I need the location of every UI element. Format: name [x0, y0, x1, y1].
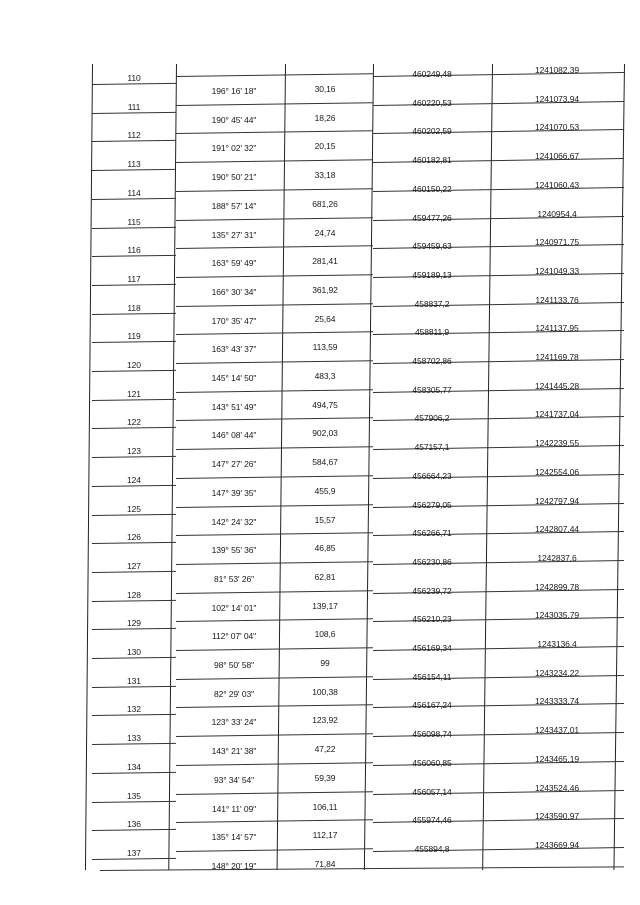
segment-length: 25,64	[314, 313, 336, 324]
coordinate-x: 456057,14	[412, 786, 452, 797]
point-number: 114	[127, 187, 141, 198]
point-number: 126	[127, 532, 141, 543]
row-rule-segment	[176, 676, 373, 680]
row-rule-segment	[176, 73, 373, 77]
row-rule-coord	[373, 761, 624, 766]
coordinate-y: 1241073,94	[535, 93, 579, 104]
coordinate-y: 1240971,75	[535, 237, 579, 248]
row-rule-segment	[176, 532, 373, 536]
coordinate-y: 1242837,6	[537, 552, 577, 563]
coordinate-y: 1241133,76	[535, 294, 579, 305]
coordinate-x: 460150,22	[412, 183, 452, 194]
col-rule-left	[85, 64, 93, 870]
segment-length: 902,03	[312, 428, 338, 439]
col-rule-2	[277, 64, 286, 870]
point-number: 131	[127, 675, 141, 686]
coordinate-x: 456154,11	[412, 671, 452, 682]
row-rule-segment	[176, 590, 373, 594]
coordinate-x: 460220,53	[412, 97, 452, 108]
row-rule-point	[92, 226, 176, 228]
row-rule-segment	[176, 504, 373, 508]
point-number: 118	[127, 302, 141, 313]
segment-length: 24,74	[314, 227, 336, 238]
row-rule-segment	[176, 159, 373, 163]
row-rule-segment	[176, 303, 373, 307]
row-rule-point	[92, 456, 176, 458]
direction-angle: 191° 02' 32"	[211, 143, 257, 154]
segment-length: 59,39	[314, 772, 336, 783]
segment-length: 455,9	[314, 485, 336, 496]
segment-length: 584,67	[312, 457, 338, 468]
row-rule-point	[92, 571, 176, 573]
row-rule-coord	[373, 388, 624, 393]
row-rule-segment	[176, 647, 373, 651]
row-rule-coord	[373, 101, 624, 106]
point-number: 117	[127, 273, 141, 284]
row-rule-point	[92, 370, 176, 372]
coordinate-x: 456266,71	[412, 528, 452, 539]
direction-angle: 123° 33' 24"	[211, 717, 257, 728]
coordinate-x: 456279,05	[412, 499, 452, 510]
point-number: 120	[127, 360, 141, 370]
col-rule-4	[482, 64, 493, 870]
row-rule-segment	[176, 217, 373, 221]
coordinate-x: 460182,81	[412, 155, 452, 166]
coordinate-x: 456210,23	[412, 614, 452, 625]
point-number: 128	[127, 589, 141, 600]
coordinate-y: 1241445,28	[535, 380, 579, 391]
row-rule-segment	[176, 475, 373, 479]
coordinate-x: 456060,85	[412, 757, 452, 768]
row-rule-segment	[176, 245, 373, 249]
direction-angle: 81° 53' 26"	[213, 573, 255, 584]
direction-angle: 139° 55' 36"	[211, 545, 257, 556]
coordinate-y: 1243234,22	[535, 667, 579, 678]
coordinate-x: 459459,63	[412, 241, 452, 252]
direction-angle: 190° 50' 21"	[211, 172, 257, 183]
row-rule-coord	[373, 129, 624, 134]
row-rule-coord	[373, 72, 624, 77]
segment-length: 108,6	[314, 629, 336, 640]
point-number: 132	[127, 704, 141, 715]
coordinate-x: 456230,86	[412, 556, 452, 567]
direction-angle: 147° 39' 35"	[211, 487, 257, 498]
row-rule-coord	[373, 187, 624, 192]
row-rule-coord	[373, 560, 624, 565]
segment-length: 681,26	[312, 198, 338, 209]
row-rule-coord	[373, 445, 624, 450]
coordinate-x: 455894,8	[414, 843, 450, 854]
segment-length: 123,92	[312, 715, 338, 726]
row-rule-point	[92, 772, 176, 774]
point-number: 115	[127, 216, 141, 227]
direction-angle: 82° 29' 03"	[213, 688, 255, 699]
point-number: 133	[127, 733, 141, 744]
coordinate-y: 1242807,44	[535, 524, 579, 535]
coordinate-y: 1243333,74	[535, 696, 579, 707]
coordinate-y: 1241737,04	[535, 409, 579, 420]
row-rule-point	[92, 686, 176, 688]
coordinate-x: 457157,1	[414, 442, 450, 453]
point-number: 113	[127, 159, 141, 170]
row-rule-point	[92, 112, 176, 114]
segment-length: 47,22	[314, 744, 336, 755]
point-number: 130	[127, 647, 141, 657]
row-rule-coord	[373, 646, 624, 651]
coordinate-y: 1243437,01	[535, 725, 579, 736]
row-rule-segment	[176, 848, 373, 852]
row-rule-coord	[373, 416, 624, 421]
point-number: 122	[127, 417, 141, 428]
row-rule-point	[92, 312, 176, 314]
direction-angle: 102° 14' 01"	[211, 602, 257, 613]
segment-length: 46,85	[314, 543, 336, 554]
point-number: 134	[127, 761, 141, 772]
point-number: 111	[127, 101, 141, 112]
direction-angle: 196° 16' 18"	[211, 86, 257, 96]
segment-length: 18,26	[314, 112, 336, 123]
row-rule-coord	[373, 474, 624, 479]
direction-angle: 190° 45' 44"	[211, 114, 257, 125]
segment-length: 106,11	[312, 801, 338, 812]
row-rule-segment	[176, 705, 373, 709]
segment-length: 62,81	[314, 571, 336, 582]
direction-angle: 166° 30' 34"	[211, 286, 257, 297]
direction-angle: 135° 27' 31"	[211, 229, 257, 240]
direction-angle: 141° 11' 09"	[211, 803, 257, 814]
row-rule-segment	[176, 418, 373, 422]
row-rule-point	[92, 714, 176, 716]
segment-length: 30,16	[314, 84, 336, 94]
segment-length: 281,41	[312, 256, 338, 267]
point-number: 110	[127, 73, 141, 83]
point-number: 137	[127, 847, 141, 858]
row-rule-point	[92, 599, 176, 601]
segment-length: 494,75	[312, 399, 338, 410]
direction-angle: 163° 59' 49"	[211, 258, 257, 269]
row-rule-point	[92, 743, 176, 745]
coordinate-y: 1240954,4	[537, 208, 577, 219]
segment-length: 112,17	[312, 830, 338, 841]
coordinate-y: 1241082,39	[535, 65, 579, 75]
row-rule-segment	[176, 332, 373, 336]
coordinate-x: 456239,72	[412, 585, 452, 596]
row-rule-point	[92, 284, 176, 286]
row-rule-segment	[176, 274, 373, 278]
row-rule-coord	[373, 503, 624, 508]
col-rule-right	[613, 64, 625, 870]
row-rule-coord	[373, 216, 624, 221]
coordinate-y: 1243524,46	[535, 782, 579, 793]
direction-angle: 93° 34' 54"	[213, 774, 255, 785]
coordinate-x: 456169,34	[412, 643, 452, 653]
point-number: 135	[127, 790, 141, 801]
point-number: 121	[127, 388, 141, 399]
point-number: 119	[127, 331, 141, 342]
coordinate-y: 1241169,78	[535, 352, 579, 362]
direction-angle: 146° 08' 44"	[211, 430, 257, 441]
segment-length: 71,84	[314, 858, 336, 869]
row-rule-segment	[176, 446, 373, 450]
coordinate-x: 458811,9	[414, 327, 450, 338]
row-rule-point	[92, 542, 176, 544]
segment-length: 15,57	[314, 514, 336, 525]
direction-angle: 163° 43' 37"	[211, 344, 257, 355]
segment-length: 361,92	[312, 284, 338, 295]
point-number: 124	[127, 474, 141, 485]
coordinate-y: 1242899,78	[535, 581, 579, 592]
col-rule-1	[168, 64, 177, 870]
row-rule-segment	[176, 188, 373, 192]
row-rule-segment	[176, 733, 373, 737]
row-rule-segment	[176, 791, 373, 795]
segment-length: 483,3	[314, 371, 336, 381]
direction-angle: 143° 51' 49"	[211, 401, 257, 412]
row-rule-segment	[176, 131, 373, 135]
row-rule-point	[92, 255, 176, 257]
row-rule-coord	[373, 273, 624, 278]
row-rule-point	[92, 169, 176, 171]
row-rule-coord	[373, 158, 624, 163]
point-number: 112	[127, 130, 141, 141]
row-rule-point	[92, 140, 176, 142]
row-rule-point	[92, 198, 176, 200]
row-rule-coord	[373, 818, 624, 823]
coordinate-x: 455974,46	[412, 815, 452, 826]
direction-angle: 170° 35' 47"	[211, 315, 257, 326]
col-rule-3	[364, 64, 374, 870]
row-rule-point	[92, 628, 176, 630]
row-rule-point	[92, 341, 176, 343]
coordinate-x: 458837,2	[414, 298, 450, 309]
row-rule-point	[92, 829, 176, 831]
coordinate-y: 1241060,43	[535, 179, 579, 190]
row-rule-point	[92, 513, 176, 515]
direction-angle: 148° 20' 19"	[211, 860, 257, 871]
row-rule-coord	[373, 359, 624, 364]
point-number: 125	[127, 503, 141, 514]
segment-length: 33,18	[314, 170, 336, 181]
row-rule-coord	[373, 617, 624, 622]
row-rule-coord	[373, 675, 624, 680]
row-rule-point	[92, 657, 176, 659]
row-rule-coord	[373, 531, 624, 536]
row-rule-point	[92, 399, 176, 401]
coordinate-y: 1243669,94	[535, 839, 579, 850]
row-rule-point	[92, 858, 176, 860]
segment-length: 100,38	[312, 686, 338, 697]
coordinate-y: 1242239,55	[535, 438, 579, 449]
coordinate-y: 1243035,79	[535, 610, 579, 621]
segment-length: 113,59	[312, 342, 338, 353]
coordinate-y: 1241066,67	[535, 151, 579, 162]
row-rule-segment	[176, 389, 373, 393]
coordinate-y: 1241137,95	[535, 323, 579, 334]
coordinate-x: 459189,13	[412, 269, 452, 280]
coordinate-x: 460249,48	[412, 69, 452, 79]
row-rule-segment	[176, 360, 373, 364]
point-number: 129	[127, 618, 141, 629]
row-rule-point	[92, 83, 176, 85]
row-rule-segment	[176, 762, 373, 766]
point-number: 116	[127, 245, 141, 256]
coordinate-y: 1241049,33	[535, 265, 579, 276]
point-number: 136	[127, 819, 141, 830]
row-rule-point	[92, 800, 176, 802]
row-rule-segment	[176, 561, 373, 565]
row-rule-segment	[176, 619, 373, 623]
row-rule-coord	[373, 330, 624, 335]
direction-angle: 135° 14' 57"	[211, 832, 257, 843]
direction-angle: 145° 14' 50"	[211, 373, 257, 383]
row-rule-point	[92, 485, 176, 487]
row-rule-coord	[373, 847, 624, 852]
coordinate-y: 1242554,06	[535, 466, 579, 477]
coordinate-y: 1243465,19	[535, 753, 579, 764]
row-rule-segment	[176, 819, 373, 823]
coordinate-x: 456664,23	[412, 470, 452, 481]
coordinate-x: 458702,86	[412, 356, 452, 366]
point-number: 127	[127, 560, 141, 571]
row-rule-coord	[373, 732, 624, 737]
row-rule-coord	[373, 790, 624, 795]
coordinate-x: 460202,59	[412, 126, 452, 137]
direction-angle: 142° 24' 32"	[211, 516, 257, 527]
coordinate-x: 456167,24	[412, 700, 452, 711]
direction-angle: 112° 07' 04"	[211, 631, 257, 642]
coordinate-x: 458305,77	[412, 384, 452, 395]
direction-angle: 188° 57' 14"	[211, 200, 257, 211]
coordinate-y: 1243136,4	[537, 639, 577, 649]
row-rule-coord	[373, 703, 624, 708]
segment-length: 20,15	[314, 141, 336, 152]
row-rule-segment	[176, 102, 373, 106]
direction-angle: 143° 21' 38"	[211, 746, 257, 757]
coordinate-y: 1241070,53	[535, 122, 579, 133]
segment-length: 99	[320, 658, 330, 668]
direction-angle: 147° 27' 26"	[211, 459, 257, 470]
row-rule-point	[92, 427, 176, 429]
row-rule-coord	[373, 302, 624, 307]
coordinate-x: 456098,74	[412, 729, 452, 740]
table-bottom-rule	[100, 866, 624, 871]
direction-angle: 98° 50' 58"	[213, 660, 255, 670]
coordinate-x: 459477,26	[412, 212, 452, 223]
coordinate-y: 1242797,94	[535, 495, 579, 506]
coordinate-x: 457906,2	[414, 413, 450, 424]
point-number: 123	[127, 446, 141, 457]
row-rule-coord	[373, 244, 624, 249]
segment-length: 139,17	[312, 600, 338, 611]
coordinate-y: 1243590,97	[535, 811, 579, 822]
row-rule-coord	[373, 589, 624, 594]
